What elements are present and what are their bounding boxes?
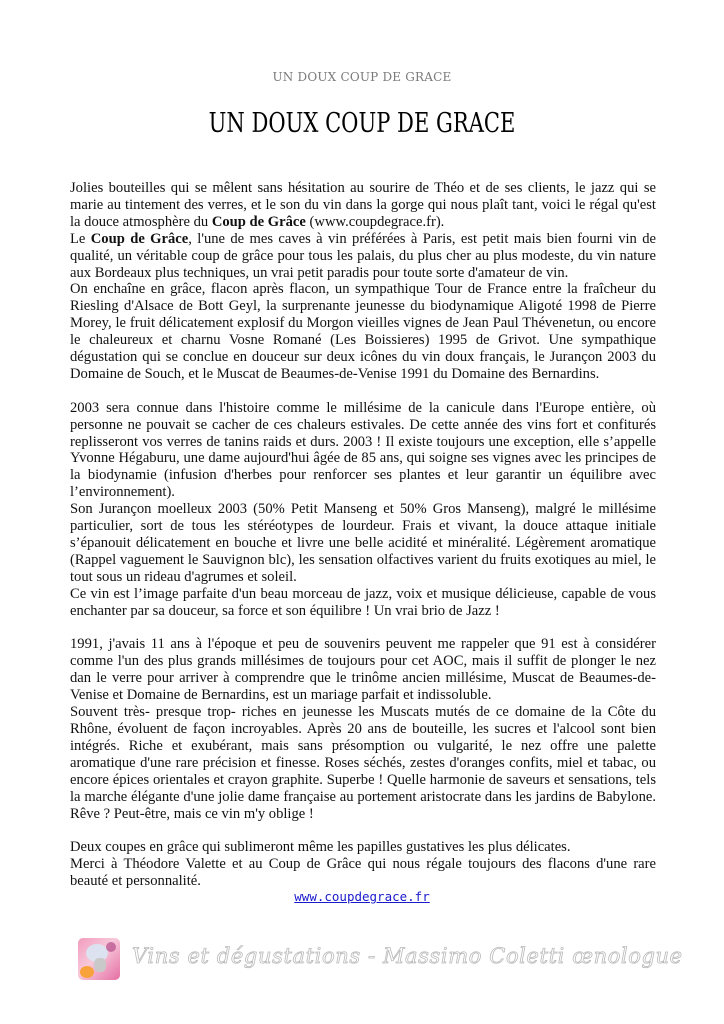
paragraph-conclusion: Deux coupes en grâce qui sublimeront même les papilles gustatives les plus délicates. xyxy=(70,839,571,856)
article-body xyxy=(70,180,656,890)
paragraph-text: , l'une de mes caves à vin préférées à Paris, est petit mais bien fourni vin de qualité, un véritable coup de grâce pour tous les palais, du plus cher au plus modeste, du vin nature aux Bordeaux plus techniques, un vrai petit paradis pour toute sorte d'amateur de vin. xyxy=(70,230,656,281)
paragraph-gap xyxy=(70,383,656,400)
paragraph-text: Jolies bouteilles qui se mêlent sans hésitation au sourire de Théo et de ses clients, le jazz qui se marie au tintement des verres, et le son du vin dans la gorge qui nous plaît tant, voici le régal qu'est la douce atmosphère du xyxy=(70,180,656,230)
paragraph-text: (www.coupdegrace.fr). xyxy=(305,213,445,230)
running-header: UN DOUX COUP DE GRACE xyxy=(272,70,452,84)
paragraph-gap xyxy=(70,620,656,637)
wine-logo-icon xyxy=(78,938,120,980)
paragraph-muscat: Souvent très- presque trop- riches en jeunesse les Muscats mutés de ce domaine de la Côte du Rhône, évoluent de façon incroyables. Après 20 ans de bouteille, les sucres et l'alcool sont bien intégrés. Riche et exubérant, mais sans présomption ou vulgarité, le nez offre une palette aromatique d'une rare précision et finesse. Roses séchés, zestes d'oranges confits, miel et tabac, ou encore épices orientales et crayon graphite. Superbe ! Quelle harmonie de saveurs et sensations, tels la marche élégante d'une jolie dame française au portement aristocrate dans les jardins de Babylone. Rêve ? Peut-être, mais ce vin m'y oblige ! xyxy=(70,704,656,822)
paragraph-venue xyxy=(70,231,656,282)
paragraph-gap xyxy=(70,822,656,839)
paragraph-jurancon: Son Jurançon moelleux 2003 (50% Petit Manseng et 50% Gros Manseng), malgré le millésime particulier, sort de tous les stéréotypes de lourdeur. Frais et vivant, la douce attaque initiale s’épanouit délicatement en bouche et livre une belle acidité et minéralité. Légèrement aromatique (Rappel vaguement le Sauvignon blc), les sensation olfactives varient du fruits exotiques au miel, le tout sous un rideau d'agrumes et soleil. xyxy=(70,501,656,585)
paragraph-2003: 2003 sera connue dans l'histoire comme le millésime de la canicule dans l'Europe entière, où personne ne pouvait se cacher de ces chaleurs estivales. De cette année des vins fort et confiturés replisseront vos verres de tanins raids et durs. 2003 ! Il existe toujours une exception, elle s’appelle Yvonne Hégaburu, une dame aujourd'hui âgée de 85 ans, qui soigne ses vignes avec les principes de la biodynamie (infusion d'herbes pour renforcer ses plantes et leur garantir un équilibre avec l’environnement). xyxy=(70,399,656,501)
footer-signature: Vins et dégustations - Massimo Coletti œnologue xyxy=(132,944,683,968)
paragraph-text: Le xyxy=(70,230,91,247)
paragraph-tasting: On enchaîne en grâce, flacon après flacon, un sympathique Tour de France entre la fraîcheur du Riesling d'Alsace de Bott Geyl, la surprenante jeunesse du biodynamique Aligoté 1998 de Pierre Morey, le fruit délicatement explosif du Morgon vieilles vignes de Jean Paul Thévenetun, ou encore le chaleureux et charnu Vosne Romané (Les Boissieres) 1995 de Grivot. Une sympathique dégustation qui se conclue en douceur sur deux icônes du vin doux français, le Jurançon 2003 du Domaine de Souch, et le Muscat de Beaumes-de-Venise 1991 du Domaine des Bernardins. xyxy=(70,281,656,382)
paragraph-thanks: Merci à Théodore Valette et au Coup de Grâce qui nous régale toujours des flacons d'une rare beauté et personnalité. xyxy=(70,856,656,890)
paragraph-intro xyxy=(70,180,656,231)
bold-venue-name: Coup de Grâce xyxy=(211,213,306,230)
paragraph-1991: 1991, j'avais 11 ans à l'époque et peu de souvenirs peuvent me rappeler que 91 est à considérer comme l'un des plus grands millésimes de toujours pour cet AOC, mais il suffit de plonger le nez dan le verre pour arriver à comprendre que le trinôme ancien millésime, Muscat de Beaumes-de-Venise et Domaine de Bernardins, est un mariage parfait et indissoluble. xyxy=(70,636,656,704)
bold-venue-name: Coup de Grâce xyxy=(90,230,189,247)
page-title: UN DOUX COUP DE GRACE xyxy=(208,108,516,139)
website-link[interactable]: www.coupdegrace.fr xyxy=(294,889,430,904)
paragraph-jazz: Ce vin est l’image parfaite d'un beau morceau de jazz, voix et musique délicieuse, capable de vous enchanter par sa douceur, sa force et son équilibre ! Un vrai brio de Jazz ! xyxy=(70,585,656,619)
